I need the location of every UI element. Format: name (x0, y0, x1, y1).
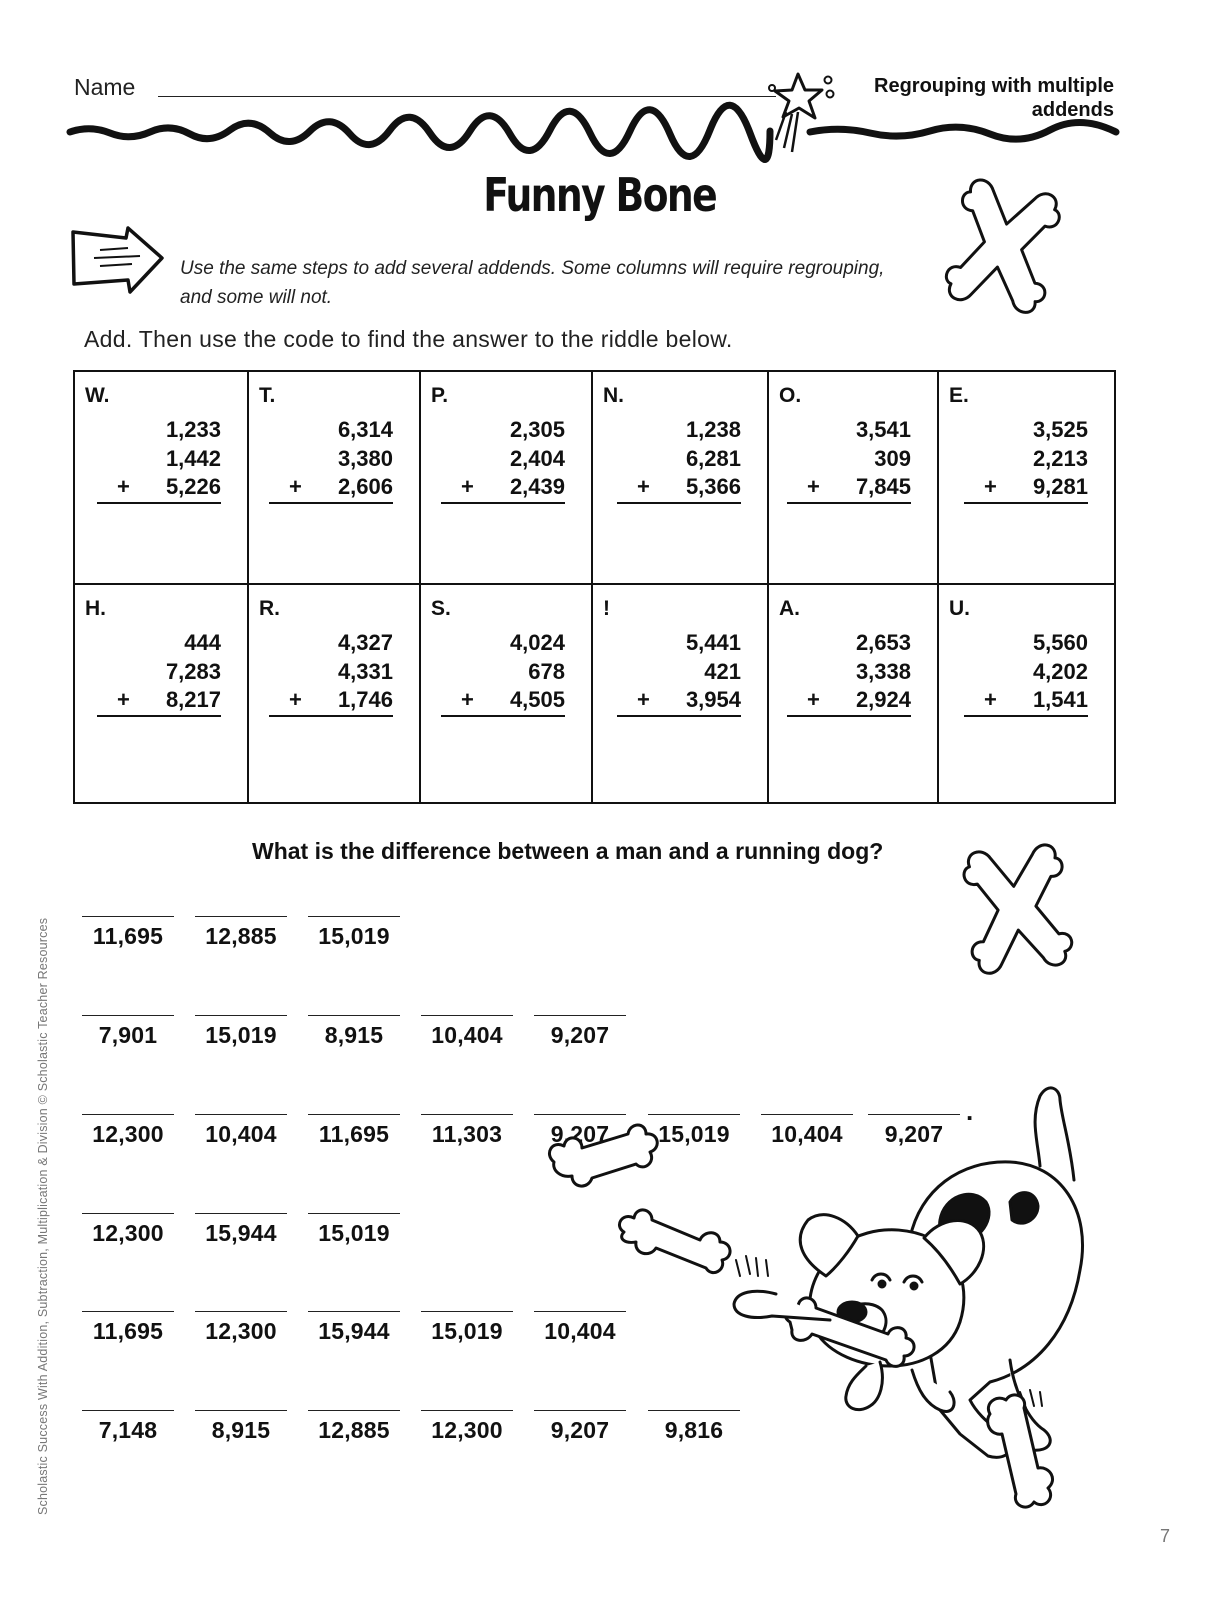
letter-blank[interactable] (308, 1213, 400, 1214)
addend: 8,217 (165, 687, 221, 712)
addends-stack (964, 416, 1088, 504)
addend: 2,404 (509, 445, 565, 471)
code-number: 8,915 (211, 1417, 271, 1443)
code-number: 12,885 (318, 1417, 390, 1443)
answer-slot[interactable] (308, 1114, 400, 1148)
answer-slot[interactable] (421, 1114, 513, 1148)
addend: 3,338 (855, 658, 911, 684)
instruction-text: Use the same steps to add several addends. Some columns will require regrouping, and some will not. (180, 258, 885, 308)
code-number: 9,207 (884, 1121, 944, 1147)
code-number: 15,019 (205, 1022, 277, 1048)
problem-letter: P. (431, 384, 449, 407)
problem-cell[interactable] (75, 372, 249, 585)
letter-blank[interactable] (308, 1311, 400, 1312)
answer-slot[interactable] (421, 1410, 513, 1444)
code-number: 15,019 (318, 1220, 390, 1246)
letter-blank[interactable] (82, 1015, 174, 1016)
answer-slot[interactable] (195, 1410, 287, 1444)
problem-grid (73, 370, 1116, 804)
addend: 309 (874, 445, 911, 471)
addends-stack (97, 629, 221, 717)
answer-slot[interactable] (195, 1015, 287, 1049)
bone-icon (619, 1210, 730, 1273)
problem-letter: H. (85, 597, 106, 620)
problem-letter: ! (603, 597, 610, 620)
addend: 7,845 (855, 474, 911, 499)
letter-blank[interactable] (308, 916, 400, 917)
topic-label: Regrouping with multiple addends (874, 75, 1114, 121)
dog-illustration (540, 1070, 1100, 1520)
answer-slot[interactable] (82, 916, 174, 950)
code-number: 7,148 (98, 1417, 158, 1443)
addend: 5,366 (685, 474, 741, 499)
letter-blank[interactable] (82, 1311, 174, 1312)
code-number: 15,019 (318, 923, 390, 949)
page-title: Funny Bone (483, 168, 717, 222)
letter-blank[interactable] (308, 1410, 400, 1411)
answer-slot[interactable] (534, 1015, 626, 1049)
letter-blank[interactable] (82, 916, 174, 917)
addends-stack (441, 416, 565, 504)
letter-blank[interactable] (421, 1015, 513, 1016)
addends-stack (787, 629, 911, 717)
letter-blank[interactable] (195, 1015, 287, 1016)
problem-cell[interactable] (593, 372, 769, 585)
answer-slot[interactable] (82, 1410, 174, 1444)
plus-sign: + (289, 474, 302, 499)
addend: 2,606 (337, 474, 393, 499)
code-number: 12,885 (205, 923, 277, 949)
problem-letter: A. (779, 597, 800, 620)
problem-letter: U. (949, 597, 970, 620)
answer-slot[interactable] (82, 1114, 174, 1148)
addends-stack (269, 629, 393, 717)
code-number: 15,944 (318, 1318, 390, 1344)
plus-sign: + (289, 687, 302, 712)
addend: 421 (704, 658, 741, 684)
addend: 4,024 (509, 630, 565, 655)
addend: 7,283 (165, 658, 221, 684)
plus-sign: + (117, 687, 130, 712)
code-number: 10,404 (205, 1121, 277, 1147)
letter-blank[interactable] (82, 1213, 174, 1214)
page-number: 7 (1160, 1526, 1171, 1546)
problem-letter: O. (779, 384, 802, 407)
code-number: 9,207 (550, 1417, 610, 1443)
copyright-credit: Scholastic Success With Addition, Subtraction, Multiplication & Division © Scholastic Teacher Resources (36, 917, 50, 1515)
plus-sign: + (637, 474, 650, 499)
addend: 2,439 (509, 474, 565, 499)
answer-slot[interactable] (421, 1311, 513, 1345)
letter-blank[interactable] (308, 1114, 400, 1115)
answer-slot[interactable] (308, 1311, 400, 1345)
addend: 6,314 (337, 417, 393, 442)
problem-cell[interactable] (249, 585, 421, 802)
name-label: Name (74, 74, 136, 100)
answer-slot[interactable] (195, 1114, 287, 1148)
problem-cell[interactable] (593, 585, 769, 802)
addend: 3,525 (1032, 417, 1088, 442)
problem-cell[interactable] (421, 585, 593, 802)
addend: 2,213 (1032, 445, 1088, 471)
addend: 4,331 (337, 658, 393, 684)
problem-letter: R. (259, 597, 280, 620)
letter-blank[interactable] (195, 1410, 287, 1411)
addends-stack (787, 416, 911, 504)
addend: 2,305 (509, 417, 565, 442)
problem-letter: N. (603, 384, 624, 407)
answer-slot[interactable] (195, 1213, 287, 1247)
addend: 5,226 (165, 474, 221, 499)
letter-blank[interactable] (195, 916, 287, 917)
code-number: 12,300 (92, 1220, 164, 1246)
code-number: 11,695 (92, 1318, 164, 1344)
addend: 1,442 (165, 445, 221, 471)
addends-stack (617, 416, 741, 504)
letter-blank[interactable] (421, 1410, 513, 1411)
plus-sign: + (117, 474, 130, 499)
sentence-period: . (966, 1096, 974, 1126)
plus-sign: + (461, 687, 474, 712)
addends-stack (441, 629, 565, 717)
answer-slot[interactable] (82, 1213, 174, 1247)
addend: 444 (184, 630, 221, 655)
letter-blank[interactable] (195, 1114, 287, 1115)
problem-cell[interactable] (939, 585, 1114, 802)
answer-slot[interactable] (308, 1410, 400, 1444)
letter-blank[interactable] (534, 1015, 626, 1016)
addend: 1,238 (685, 417, 741, 442)
code-number: 9,816 (664, 1417, 724, 1443)
name-input-line[interactable] (158, 96, 776, 97)
addend: 678 (528, 658, 565, 684)
addend: 2,653 (855, 630, 911, 655)
addend: 6,281 (685, 445, 741, 471)
problem-cell[interactable] (769, 372, 939, 585)
plus-sign: + (984, 687, 997, 712)
bone-icon (944, 176, 1064, 326)
header-divider (70, 120, 1118, 144)
addend: 3,380 (337, 445, 393, 471)
code-number: 12,300 (205, 1318, 277, 1344)
addend: 9,281 (1032, 474, 1088, 499)
problem-cell[interactable] (939, 372, 1114, 585)
addends-stack (97, 416, 221, 504)
code-number: 10,404 (544, 1318, 616, 1344)
bone-icon (958, 838, 1078, 988)
problem-cell[interactable] (769, 585, 939, 802)
answer-slot[interactable] (82, 1311, 174, 1345)
code-number: 7,901 (98, 1022, 158, 1048)
arrow-icon (70, 226, 166, 296)
answer-slot[interactable] (308, 1213, 400, 1247)
letter-blank[interactable] (82, 1114, 174, 1115)
problem-letter: S. (431, 597, 451, 620)
answer-slot[interactable] (308, 916, 400, 950)
addend: 4,505 (509, 687, 565, 712)
addend: 2,924 (855, 687, 911, 712)
letter-blank[interactable] (195, 1213, 287, 1214)
code-number: 11,695 (318, 1121, 390, 1147)
addend: 4,327 (337, 630, 393, 655)
code-number: 11,303 (431, 1121, 503, 1147)
code-number: 12,300 (92, 1121, 164, 1147)
problem-cell[interactable] (421, 372, 593, 585)
answer-slot[interactable] (195, 1311, 287, 1345)
problem-letter: E. (949, 384, 969, 407)
code-number: 12,300 (431, 1417, 503, 1443)
letter-blank[interactable] (308, 1015, 400, 1016)
plus-sign: + (984, 474, 997, 499)
addends-stack (964, 629, 1088, 717)
answer-slot[interactable] (421, 1015, 513, 1049)
code-number: 15,019 (431, 1318, 503, 1344)
plus-sign: + (807, 474, 820, 499)
letter-blank[interactable] (82, 1410, 174, 1411)
addend: 1,746 (337, 687, 393, 712)
addend: 1,233 (165, 417, 221, 442)
letter-blank[interactable] (421, 1114, 513, 1115)
code-number: 15,019 (658, 1121, 730, 1147)
plus-sign: + (637, 687, 650, 712)
addend: 4,202 (1032, 658, 1088, 684)
addend: 3,954 (685, 687, 741, 712)
problem-cell[interactable] (249, 372, 421, 585)
code-number: 10,404 (771, 1121, 843, 1147)
riddle-question: What is the difference between a man and a running dog? (252, 838, 884, 864)
answer-slot[interactable] (308, 1015, 400, 1049)
letter-blank[interactable] (195, 1311, 287, 1312)
code-number: 9,207 (550, 1121, 610, 1147)
addend: 1,541 (1032, 687, 1088, 712)
answer-slot[interactable] (195, 916, 287, 950)
code-number: 9,207 (550, 1022, 610, 1048)
code-number: 15,944 (205, 1220, 277, 1246)
letter-blank[interactable] (421, 1311, 513, 1312)
addends-stack (617, 629, 741, 717)
bone-icon (549, 1125, 657, 1186)
problem-cell[interactable] (75, 585, 249, 802)
code-number: 8,915 (324, 1022, 384, 1048)
directions-text: Add. Then use the code to find the answer to the riddle below. (84, 326, 733, 352)
code-number: 11,695 (92, 923, 164, 949)
addend: 3,541 (855, 417, 911, 442)
code-number: 10,404 (431, 1022, 503, 1048)
problem-letter: W. (85, 384, 110, 407)
problem-letter: T. (259, 384, 276, 407)
addend: 5,560 (1032, 630, 1088, 655)
plus-sign: + (461, 474, 474, 499)
plus-sign: + (807, 687, 820, 712)
addends-stack (269, 416, 393, 504)
answer-slot[interactable] (82, 1015, 174, 1049)
addend: 5,441 (685, 630, 741, 655)
